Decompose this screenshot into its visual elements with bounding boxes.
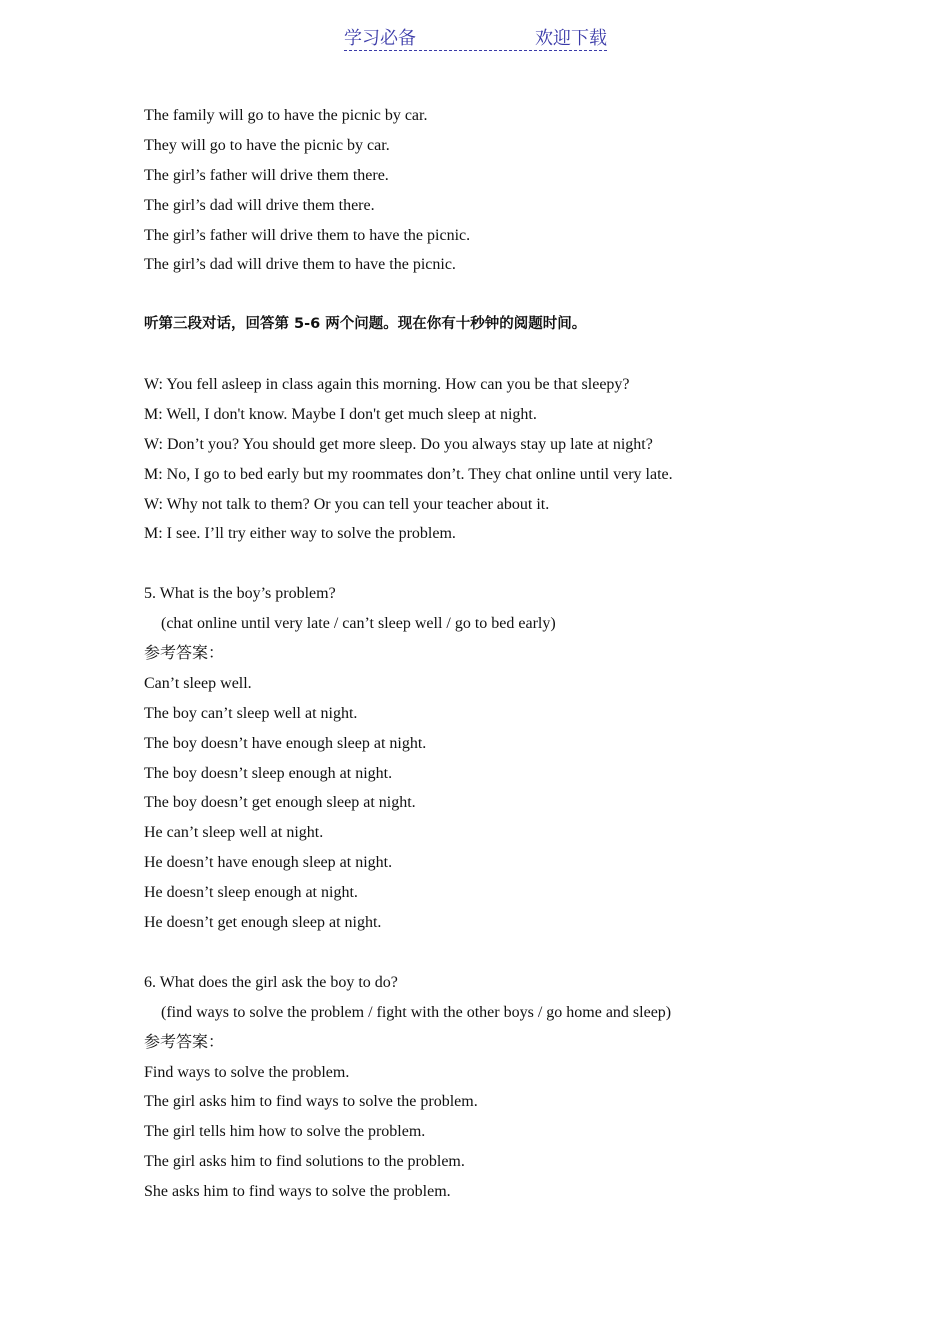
answer-label: 参考答案： <box>144 1033 225 1051</box>
answer-line: The girl tells him how to solve the problem. <box>144 1123 426 1141</box>
answer-line: The girl’s father will drive them there. <box>144 166 389 184</box>
answers-q4 <box>144 101 864 280</box>
dialogue-line: M: I see. I’ll try either way to solve the problem. <box>144 525 456 543</box>
dialogue <box>144 370 864 549</box>
answer-line: He can’t sleep well at night. <box>144 824 324 842</box>
answer-line: The girl’s father will drive them to have the picnic. <box>144 226 471 244</box>
dialogue-line: M: No, I go to bed early but my roommates don’t. They chat online until very late. <box>144 465 673 483</box>
answer-line: The boy doesn’t get enough sleep at night. <box>144 794 416 812</box>
document-body <box>144 101 864 1207</box>
question-options: (chat online until very late / can’t sleep well / go to bed early) <box>161 615 556 633</box>
dialogue-line: M: Well, I don't know. Maybe I don't get much sleep at night. <box>144 405 537 423</box>
question-6 <box>144 968 864 1207</box>
header-right-text: 欢迎下载 <box>535 28 607 48</box>
dialogue-line: W: Don’t you? You should get more sleep. Do you always stay up late at night? <box>144 435 653 453</box>
header-left-text: 学习必备 <box>344 28 416 48</box>
dialogue-line: W: Why not talk to them? Or you can tell your teacher about it. <box>144 495 550 513</box>
answer-label: 参考答案： <box>144 645 225 663</box>
question-text: 5. What is the boy’s problem? <box>144 585 336 603</box>
section-heading: 听第三段对话，回答第 5-6 两个问题。现在你有十秒钟的阅题时间。 <box>144 316 587 333</box>
answer-line: The girl asks him to find solutions to the problem. <box>144 1153 465 1171</box>
answer-line: Can’t sleep well. <box>144 674 252 692</box>
answer-line: The boy doesn’t sleep enough at night. <box>144 764 393 782</box>
page-header <box>344 24 607 51</box>
question-5 <box>144 579 864 938</box>
answer-line: He doesn’t get enough sleep at night. <box>144 914 382 932</box>
answer-line: He doesn’t sleep enough at night. <box>144 884 358 902</box>
answer-line: The boy doesn’t have enough sleep at night. <box>144 734 427 752</box>
answer-line: The girl’s dad will drive them to have the picnic. <box>144 256 456 274</box>
answer-line: They will go to have the picnic by car. <box>144 136 390 154</box>
answer-line: The girl’s dad will drive them there. <box>144 196 375 214</box>
answer-line: The girl asks him to find ways to solve the problem. <box>144 1093 478 1111</box>
dialogue-line: W: You fell asleep in class again this morning. How can you be that sleepy? <box>144 376 630 394</box>
question-text: 6. What does the girl ask the boy to do? <box>144 973 398 991</box>
answer-line: The boy can’t sleep well at night. <box>144 704 358 722</box>
answer-line: She asks him to find ways to solve the problem. <box>144 1183 451 1201</box>
answer-line: The family will go to have the picnic by car. <box>144 107 428 124</box>
answer-line: He doesn’t have enough sleep at night. <box>144 854 393 872</box>
answer-line: Find ways to solve the problem. <box>144 1063 350 1081</box>
question-options: (find ways to solve the problem / fight with the other boys / go home and sleep) <box>161 1003 672 1021</box>
